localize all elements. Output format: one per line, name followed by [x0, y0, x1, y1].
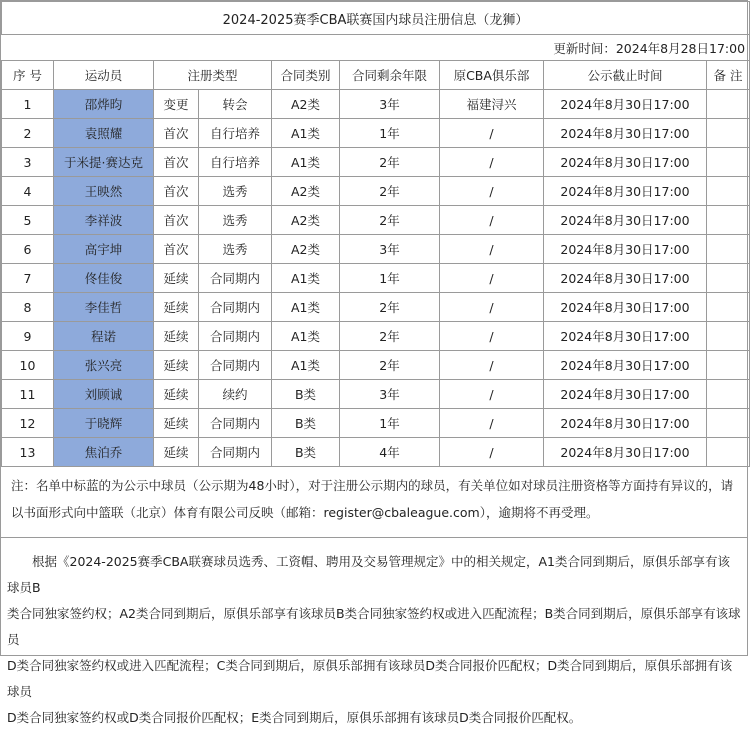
table-row [2, 235, 750, 264]
table-row [2, 206, 750, 235]
remark [707, 90, 750, 119]
row-number: 10 [2, 351, 54, 380]
athlete-name: 高宇坤 [54, 235, 154, 264]
former-club: / [440, 235, 544, 264]
row-number: 5 [2, 206, 54, 235]
remark [707, 177, 750, 206]
publicity-deadline: 2024年8月30日17:00 [544, 293, 707, 322]
registration-subtype: 自行培养 [199, 148, 272, 177]
former-club: / [440, 438, 544, 467]
registration-kind: 延续 [154, 322, 199, 351]
contract-years-left: 2年 [340, 206, 440, 235]
table-title: 2024-2025赛季CBA联赛国内球员注册信息（龙狮） [2, 2, 750, 35]
former-club: / [440, 293, 544, 322]
athlete-name: 程诺 [54, 322, 154, 351]
publicity-deadline: 2024年8月30日17:00 [544, 380, 707, 409]
table-row [2, 322, 750, 351]
contract-years-left: 4年 [340, 438, 440, 467]
publicity-deadline: 2024年8月30日17:00 [544, 177, 707, 206]
contract-years-left: 2年 [340, 351, 440, 380]
former-club: / [440, 148, 544, 177]
contract-years-left: 3年 [340, 380, 440, 409]
athlete-name: 李佳哲 [54, 293, 154, 322]
contract-type: A1类 [272, 293, 340, 322]
registration-kind: 变更 [154, 90, 199, 119]
former-club: / [440, 264, 544, 293]
registration-subtype: 合同期内 [199, 264, 272, 293]
table-row [2, 438, 750, 467]
row-number: 3 [2, 148, 54, 177]
row-number: 8 [2, 293, 54, 322]
remark [707, 322, 750, 351]
table-row [2, 380, 750, 409]
registration-kind: 延续 [154, 264, 199, 293]
contract-years-left: 2年 [340, 322, 440, 351]
registration-kind: 首次 [154, 235, 199, 264]
row-number: 9 [2, 322, 54, 351]
remark [707, 148, 750, 177]
contract-years-left: 1年 [340, 119, 440, 148]
contract-years-left: 2年 [340, 148, 440, 177]
contract-type: B类 [272, 409, 340, 438]
registration-subtype: 选秀 [199, 177, 272, 206]
contract-type: A2类 [272, 206, 340, 235]
header-no: 序 号 [2, 61, 54, 90]
publicity-deadline: 2024年8月30日17:00 [544, 264, 707, 293]
contract-type: A2类 [272, 177, 340, 206]
header-athlete: 运动员 [54, 61, 154, 90]
remark [707, 119, 750, 148]
rule-line: 根据《2024-2025赛季CBA联赛球员选秀、工资帽、聘用及交易管理规定》中的相关规定，A1类合同到期后，原俱乐部享有该球员B [7, 554, 730, 595]
registration-subtype: 合同期内 [199, 351, 272, 380]
contract-years-left: 3年 [340, 235, 440, 264]
header-contract-type: 合同类别 [272, 61, 340, 90]
registration-table [1, 1, 750, 467]
table-row [2, 351, 750, 380]
former-club: / [440, 206, 544, 235]
rule-line: 类合同独家签约权；A2类合同到期后，原俱乐部享有该球员B类合同独家签约权或进入匹配流程；B类合同到期后，原俱乐部享有该球员 [7, 606, 741, 647]
row-number: 11 [2, 380, 54, 409]
registration-kind: 首次 [154, 177, 199, 206]
row-number: 13 [2, 438, 54, 467]
row-number: 2 [2, 119, 54, 148]
remark [707, 409, 750, 438]
contract-type: A1类 [272, 264, 340, 293]
registration-kind: 延续 [154, 438, 199, 467]
publicity-deadline: 2024年8月30日17:00 [544, 409, 707, 438]
contract-years-left: 1年 [340, 409, 440, 438]
note-line: 注：名单中标蓝的为公示中球员（公示期为48小时），对于注册公示期内的球员，有关单位如对球员注册资格等方面持有异议的，请 [11, 478, 734, 493]
former-club: / [440, 380, 544, 409]
former-club: / [440, 409, 544, 438]
table-row [2, 90, 750, 119]
registration-subtype: 合同期内 [199, 409, 272, 438]
former-club: / [440, 322, 544, 351]
contract-years-left: 2年 [340, 293, 440, 322]
athlete-name: 袁照耀 [54, 119, 154, 148]
header-row [2, 61, 750, 90]
athlete-name: 于晓辉 [54, 409, 154, 438]
update-time: 更新时间：2024年8月28日17:00 [2, 35, 750, 61]
former-club: 福建浔兴 [440, 90, 544, 119]
remark [707, 351, 750, 380]
registration-subtype: 续约 [199, 380, 272, 409]
former-club: / [440, 351, 544, 380]
table-row [2, 119, 750, 148]
table-row [2, 409, 750, 438]
header-years-left: 合同剩余年限 [340, 61, 440, 90]
header-former-club: 原CBA俱乐部 [440, 61, 544, 90]
contract-years-left: 1年 [340, 264, 440, 293]
contract-type: A1类 [272, 119, 340, 148]
row-number: 4 [2, 177, 54, 206]
remark [707, 438, 750, 467]
publicity-deadline: 2024年8月30日17:00 [544, 148, 707, 177]
row-number: 7 [2, 264, 54, 293]
registration-kind: 延续 [154, 409, 199, 438]
remark [707, 293, 750, 322]
athlete-name: 佟佳俊 [54, 264, 154, 293]
registration-kind: 首次 [154, 119, 199, 148]
publicity-deadline: 2024年8月30日17:00 [544, 351, 707, 380]
header-deadline: 公示截止时间 [544, 61, 707, 90]
publicity-deadline: 2024年8月30日17:00 [544, 235, 707, 264]
registration-subtype: 自行培养 [199, 119, 272, 148]
registration-subtype: 合同期内 [199, 322, 272, 351]
former-club: / [440, 177, 544, 206]
row-number: 1 [2, 90, 54, 119]
registration-kind: 首次 [154, 148, 199, 177]
contract-type: A2类 [272, 90, 340, 119]
table-row [2, 293, 750, 322]
registration-subtype: 转会 [199, 90, 272, 119]
registration-kind: 首次 [154, 206, 199, 235]
remark [707, 235, 750, 264]
athlete-name: 邵烨昀 [54, 90, 154, 119]
publicity-deadline: 2024年8月30日17:00 [544, 90, 707, 119]
remark [707, 264, 750, 293]
athlete-name: 张兴亮 [54, 351, 154, 380]
athlete-name: 李祥波 [54, 206, 154, 235]
registration-subtype: 合同期内 [199, 438, 272, 467]
former-club: / [440, 119, 544, 148]
registration-kind: 延续 [154, 380, 199, 409]
contract-type: A2类 [272, 235, 340, 264]
note-line: 以书面形式向中篮联（北京）体育有限公司反映（邮箱：register@cbaleague.com），逾期将不再受理。 [11, 505, 599, 520]
row-number: 12 [2, 409, 54, 438]
registration-subtype: 选秀 [199, 235, 272, 264]
table-row [2, 177, 750, 206]
contract-rules [1, 538, 747, 725]
publicity-deadline: 2024年8月30日17:00 [544, 206, 707, 235]
contract-type: B类 [272, 380, 340, 409]
header-reg-type: 注册类型 [154, 61, 272, 90]
contract-type: A1类 [272, 322, 340, 351]
publicity-note [1, 466, 747, 538]
registration-subtype: 合同期内 [199, 293, 272, 322]
athlete-name: 于米提·赛达克 [54, 148, 154, 177]
publicity-deadline: 2024年8月30日17:00 [544, 322, 707, 351]
athlete-name: 刘顾诚 [54, 380, 154, 409]
rule-line: D类合同独家签约权或进入匹配流程；C类合同到期后，原俱乐部拥有该球员D类合同报价匹配权；D类合同到期后，原俱乐部拥有该球员 [7, 658, 733, 699]
remark [707, 380, 750, 409]
table-row [2, 264, 750, 293]
row-number: 6 [2, 235, 54, 264]
contract-years-left: 3年 [340, 90, 440, 119]
athlete-name: 王映然 [54, 177, 154, 206]
rule-line: D类合同独家签约权或D类合同报价匹配权；E类合同到期后，原俱乐部拥有该球员D类合同报价匹配权。 [7, 710, 582, 725]
table-row [2, 148, 750, 177]
contract-type: A1类 [272, 351, 340, 380]
header-remark: 备 注 [707, 61, 750, 90]
publicity-deadline: 2024年8月30日17:00 [544, 119, 707, 148]
athlete-name: 焦泊乔 [54, 438, 154, 467]
contract-years-left: 2年 [340, 177, 440, 206]
registration-kind: 延续 [154, 351, 199, 380]
registration-kind: 延续 [154, 293, 199, 322]
contract-type: A1类 [272, 148, 340, 177]
contract-type: B类 [272, 438, 340, 467]
publicity-deadline: 2024年8月30日17:00 [544, 438, 707, 467]
remark [707, 206, 750, 235]
registration-subtype: 选秀 [199, 206, 272, 235]
